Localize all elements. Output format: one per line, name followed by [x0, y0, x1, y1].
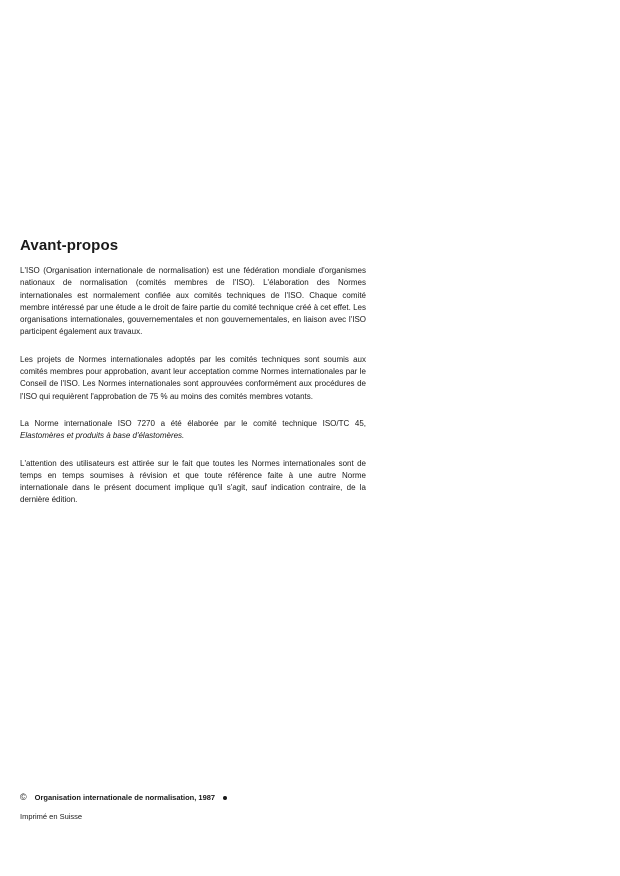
page-title: Avant-propos: [20, 237, 119, 254]
paragraph-standard-origin: [20, 418, 366, 443]
standard-origin-text: La Norme internationale ISO 7270 a été élaborée par le comité technique ISO/TC 45,: [20, 418, 366, 428]
paragraph-approval-process: Les projets de Normes internationales adoptés par les comités techniques sont soumis aux comités membres pour approbation, avant leur acceptation comme Normes internationales par le Conseil de l'ISO. Les Normes internationales sont approuvées conformément aux procédures de l'ISO qui requièrent l'approbation de 75 % au moins des comités membres votants.: [20, 354, 366, 401]
foreword-body: [20, 265, 366, 522]
bullet-dot-icon: [223, 796, 227, 800]
copyright-icon: ©: [20, 792, 27, 802]
printed-in-notice: Imprimé en Suisse: [20, 812, 83, 821]
copyright-notice: [20, 792, 227, 802]
paragraph-iso-description: L'ISO (Organisation internationale de normalisation) est une fédération mondiale d'organismes nationaux de normalisation (comités membres de l'ISO). L'élaboration des Normes internationales est normalement confiée aux comités techniques de l'ISO. Chaque comité membre intéressé par une étude a le droit de faire partie du comité technique créé à cet effet. Les organisations internationales, gouvernementales et non gouvernementales, en liaison avec l'ISO participent également aux travaux.: [20, 266, 366, 337]
copyright-text: Organisation internationale de normalisation, 1987: [34, 793, 216, 802]
committee-title: Elastomères et produits à base d'élastomères.: [20, 431, 185, 441]
paragraph-revision-notice: L'attention des utilisateurs est attirée sur le fait que toutes les Normes internationales sont de temps en temps soumises à révision et que toute référence faite à une autre Norme internationale dans le présent document implique qu'il s'agit, sauf indication contraire, de la dernière édition.: [20, 458, 366, 505]
